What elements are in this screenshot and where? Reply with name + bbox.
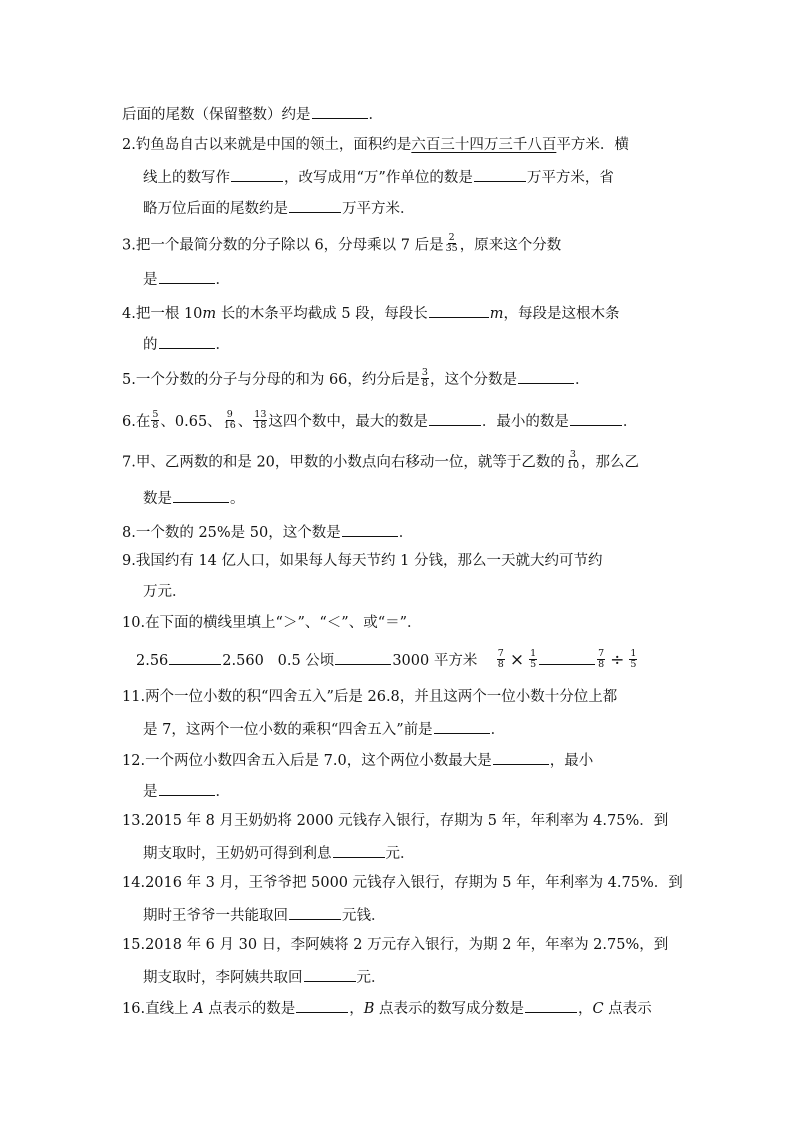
question-13: 13.2015 年 8 月王奶奶将 2000 元钱存入银行，存期为 5 年，年利率为 4.75%．到 (122, 813, 669, 829)
question-13-line-2: 期支取时，王奶奶可得到利息 元． (143, 843, 415, 863)
question-9: 9.我国约有 14 亿人口，如果每人每天节约 1 分钱，那么一天就大约可节约 (122, 553, 603, 569)
answer-blank[interactable] (493, 750, 549, 765)
answer-blank[interactable] (159, 269, 215, 284)
question-2-line-2: 线上的数写作 ，改写成用“万”作单位的数是 万平方米，省 (143, 167, 614, 187)
question-14: 14.2016 年 3 月，王爷爷把 5000 元钱存入银行，存期为 5 年，年利率为 4.75%．到 (122, 875, 683, 891)
answer-blank[interactable] (434, 719, 490, 734)
question-2: 2.钓鱼岛自古以来就是中国的领土，面积约是六百三十四万三千八百平方米．横 (122, 137, 629, 153)
times-sign: × (509, 650, 525, 670)
question-15-line-2: 期支取时，李阿姨共取回 元． (143, 967, 386, 987)
fraction: $\frac{5}{8}$ (152, 408, 159, 431)
fraction: $\frac{9}{16}$ (223, 408, 236, 431)
answer-blank[interactable] (525, 998, 577, 1013)
fraction: $\frac{1}{5}$ (530, 647, 537, 670)
answer-blank[interactable] (429, 303, 489, 318)
fraction: $\frac{13}{18}$ (254, 408, 267, 431)
question-11: 11.两个一位小数的积“四舍五入”后是 26.8，并且这两个一位小数十分位上都 (122, 689, 618, 705)
answer-blank[interactable] (159, 334, 215, 349)
question-5: 5.一个分数的分子与分母的和为 66，约分后是 $\frac{3}{8}$ ，这个分数是 ． (122, 366, 590, 389)
answer-blank[interactable] (333, 843, 385, 858)
fraction: $\frac{3}{8}$ (421, 366, 428, 389)
question-12-line-2: 是 ． (143, 781, 230, 801)
answer-blank[interactable] (312, 104, 368, 119)
divide-sign: ÷ (610, 650, 625, 670)
question-7-line-2: 数是 。 (143, 488, 245, 508)
answer-blank[interactable] (159, 781, 215, 796)
answer-blank[interactable] (296, 998, 348, 1013)
fraction: $\frac{3}{10}$ (566, 449, 579, 471)
answer-blank[interactable] (289, 198, 341, 213)
answer-blank[interactable] (429, 411, 481, 426)
question-15: 15.2018 年 6 月 30 日，李阿姨将 2 万元存入银行，为期 2 年，年率为 2.75%，到 (122, 937, 669, 953)
underlined-number-words: 六百三十四万三千八百 (411, 137, 557, 153)
question-16: 16.直线上 A 点表示的数是 ，B 点表示的数写成分数是 ，C 点表示 (122, 998, 652, 1018)
fraction: $\frac{1}{5}$ (630, 647, 637, 670)
question-9-line-2: 万元． (143, 584, 187, 600)
question-10: 10.在下面的横线里填上“＞”、“＜”、或“＝”． (122, 615, 422, 631)
question-4: 4.把一根 10m 长的木条平均截成 5 段，每段长 m，每段是这根木条 (122, 303, 619, 323)
question-6: 6.在 $\frac{5}{8}$ 、0.65、 $\frac{9}{16}$ 、 $\frac{13}{18}$ 这四个数中，最大的数是 ．最小的数是 ． (122, 408, 638, 431)
answer-blank[interactable] (231, 167, 283, 182)
question-12: 12.一个两位小数四舍五入后是 7.0，这个两位小数最大是 ，最小 (122, 750, 593, 770)
question-3: 3.把一个最简分数的分子除以 6，分母乘以 7 后是 $\frac{2}{35}$ ，原来这个分数 (122, 232, 562, 254)
fraction: $\frac{7}{8}$ (497, 647, 504, 670)
answer-blank[interactable] (304, 967, 356, 982)
question-1-continuation: 后面的尾数（保留整数）约是 ． (122, 104, 383, 124)
question-4-line-2: 的 ． (143, 334, 230, 354)
fraction: $\frac{2}{35}$ (445, 232, 458, 254)
question-3-line-2: 是 ． (143, 269, 230, 289)
answer-blank[interactable] (518, 369, 574, 384)
answer-blank[interactable] (570, 411, 622, 426)
answer-blank[interactable] (474, 167, 526, 182)
question-2-line-3: 略万位后面的尾数约是 万平方米． (143, 198, 415, 218)
answer-blank[interactable] (539, 650, 595, 665)
question-8: 8.一个数的 25%是 50，这个数是 ． (122, 522, 413, 542)
answer-blank[interactable] (289, 905, 341, 920)
answer-blank[interactable] (335, 650, 391, 665)
question-14-line-2: 期时王爷爷一共能取回 元钱． (143, 905, 386, 925)
question-10-comparisons: 2.56 2.560 0.5 公顷 3000 平方米 $\frac{7}{8}$ × $\frac{1}{5}$ $\frac{7}{8}$ ÷ $\frac{1}{5}$ (136, 647, 637, 670)
question-7: 7.甲、乙两数的和是 20，甲数的小数点向右移动一位，就等于乙数的 $\frac{3}{10}$ ，那么乙 (122, 449, 639, 471)
question-11-line-2: 是 7，这两个一位小数的乘积“四舍五入”前是 ． (143, 719, 505, 739)
fraction: $\frac{7}{8}$ (598, 647, 605, 670)
answer-blank[interactable] (342, 522, 398, 537)
answer-blank[interactable] (169, 650, 221, 665)
answer-blank[interactable] (173, 488, 229, 503)
